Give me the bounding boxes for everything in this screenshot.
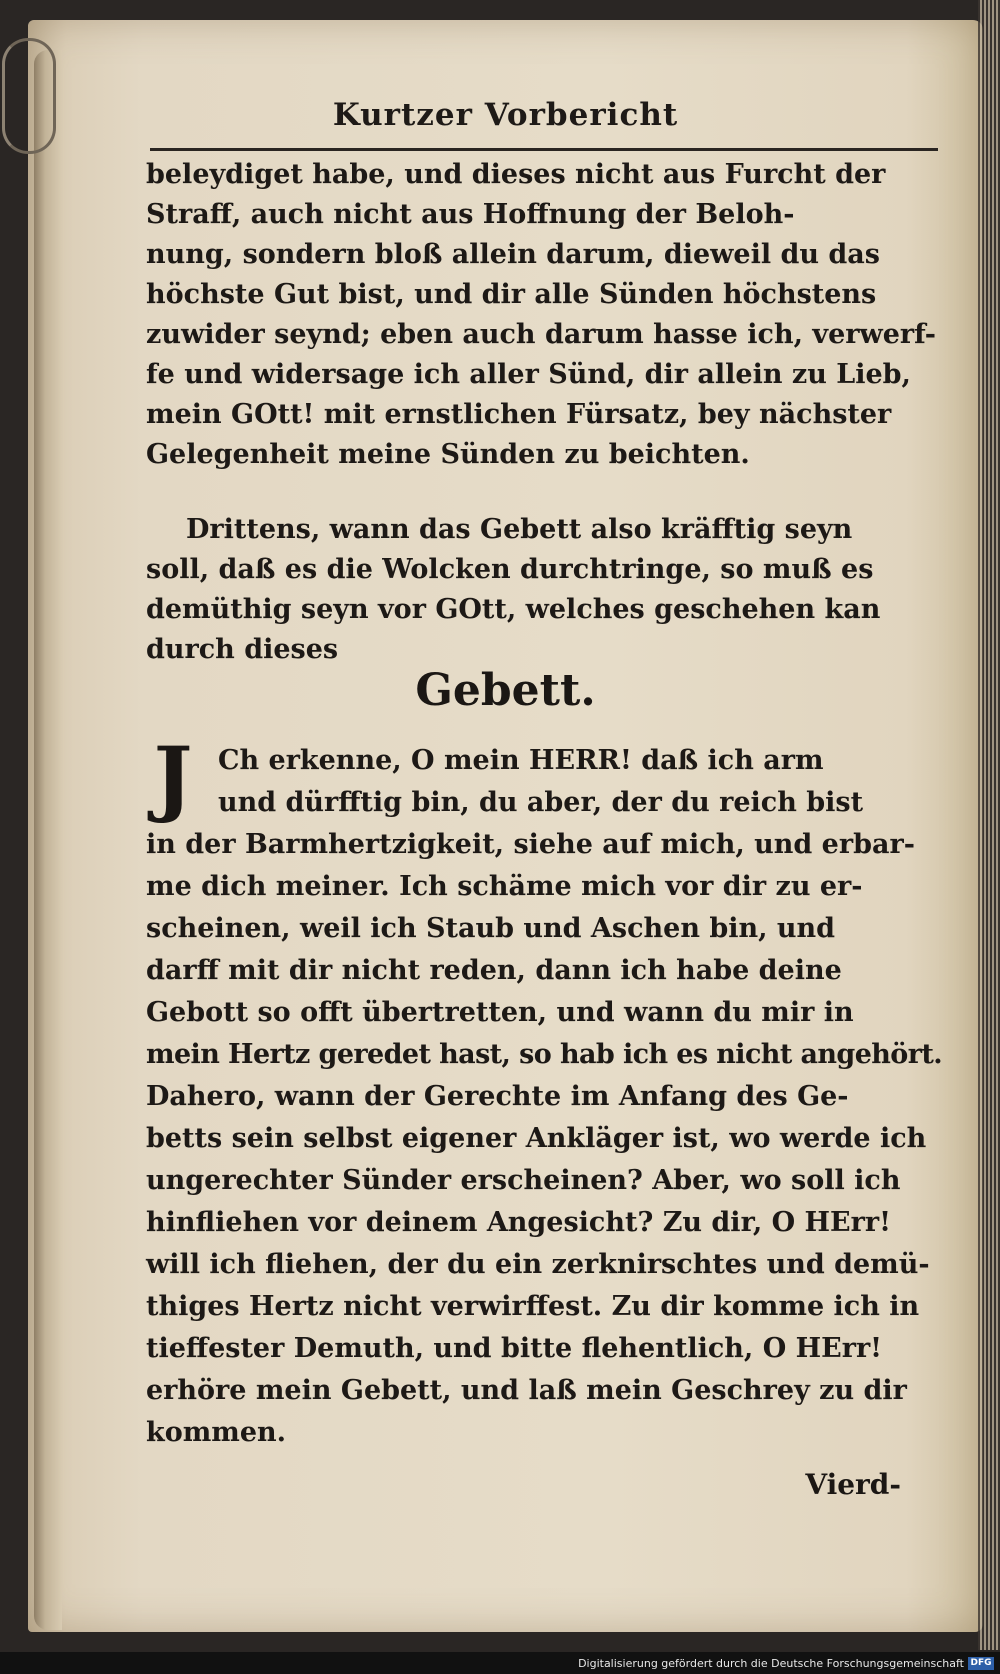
text-line: betts sein selbst eigener Ankläger ist, wo werde ich: [146, 1123, 927, 1154]
funding-credit: Digitalisierung gefördert durch die Deutsche Forschungsgemeinschaft: [578, 1657, 964, 1670]
text-line: kommen.: [146, 1417, 287, 1448]
dfg-logo: DFG: [968, 1657, 994, 1670]
text-line: höchste Gut bist, und dir alle Sünden höchstens: [146, 279, 877, 310]
text-line: Gebott so offt übertretten, und wann du mir in: [146, 997, 854, 1028]
text-line: erhöre mein Gebett, und laß mein Geschrey zu dir: [146, 1375, 907, 1406]
text-line: ungerechter Sünder erscheinen? Aber, wo soll ich: [146, 1165, 901, 1196]
running-header: Kurtzer Vorbericht: [332, 97, 679, 133]
text-line: me dich meiner. Ich schäme mich vor dir zu er-: [146, 871, 863, 902]
section-heading: Gebett.: [415, 665, 596, 716]
text-line: will ich fliehen, der du ein zerknirschtes und demü-: [146, 1249, 930, 1280]
paragraph-1: [146, 155, 948, 475]
text-line: durch dieses: [146, 634, 339, 665]
text-line: Drittens, wann das Gebett also kräfftig seyn: [186, 514, 853, 545]
text-line: thiges Hertz nicht verwirffest. Zu dir komme ich in: [146, 1291, 920, 1322]
text-line: tieffester Demuth, und bitte flehentlich, O HErr!: [146, 1333, 883, 1364]
text-line: scheinen, weil ich Staub und Aschen bin, und: [146, 913, 836, 944]
decorated-initial: J: [153, 730, 193, 826]
text-line: darff mit dir nicht reden, dann ich habe deine: [146, 955, 842, 986]
text-line: demüthig seyn vor GOtt, welches geschehen kan: [146, 594, 881, 625]
text-line: Ch erkenne, O mein HERR! daß ich arm: [218, 745, 824, 776]
text-line: hinfliehen vor deinem Angesicht? Zu dir, O HErr!: [146, 1207, 891, 1238]
text-line: Straff, auch nicht aus Hoffnung der Beloh-: [146, 199, 795, 230]
header-rule: [150, 148, 938, 151]
text-line: soll, daß es die Wolcken durchtringe, so muß es: [146, 554, 874, 585]
text-line: nung, sondern bloß allein darum, dieweil du das: [146, 239, 880, 270]
text-line: und dürfftig bin, du aber, der du reich bist: [218, 787, 864, 818]
text-line: mein Hertz geredet hast, so hab ich es nicht angehört.: [146, 1039, 943, 1070]
text-line: beleydiget habe, und dieses nicht aus Furcht der: [146, 159, 886, 190]
text-line: Dahero, wann der Gerechte im Anfang des Ge-: [146, 1081, 849, 1112]
text-line: Gelegenheit meine Sünden zu beichten.: [146, 439, 750, 470]
text-line: in der Barmhertzigkeit, siehe auf mich, und erbar-: [146, 829, 915, 860]
paragraph-2: [146, 510, 948, 670]
footer-bar: [0, 1652, 1000, 1674]
page-edge: [34, 50, 62, 1630]
binding-clip: [2, 38, 56, 154]
text-line: zuwider seynd; eben auch darum hasse ich, verwerf-: [146, 319, 936, 350]
page-stack-edge: [978, 0, 1000, 1650]
prayer-text: [146, 740, 948, 1454]
book-page: [28, 20, 983, 1632]
catchword: Vierd-: [805, 1468, 901, 1501]
text-line: mein GOtt! mit ernstlichen Fürsatz, bey nächster: [146, 399, 892, 430]
text-line: fe und widersage ich aller Sünd, dir allein zu Lieb,: [146, 359, 911, 390]
